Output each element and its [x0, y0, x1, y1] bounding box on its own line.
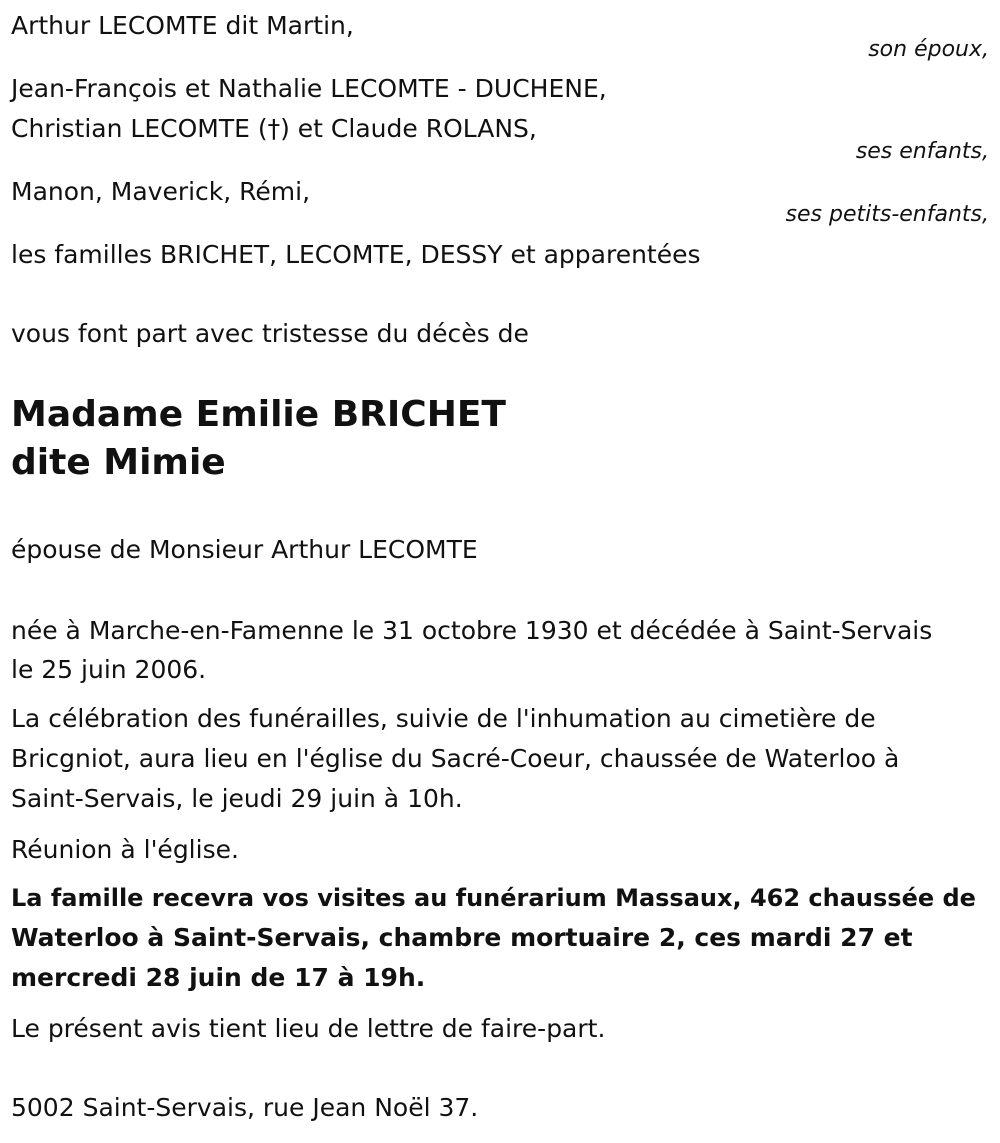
funeral-line-1: La célébration des funérailles, suivie de l'inhumation au cimetière de [11, 704, 876, 733]
spouse-of-line: épouse de Monsieur Arthur LECOMTE [11, 535, 478, 564]
spouse-role: son époux, [868, 37, 989, 62]
funeral-line-2: Bricgniot, aura lieu en l'église du Sacré-Coeur, chaussée de Waterloo à [11, 744, 900, 773]
birth-death-line-2: le 25 juin 2006. [11, 655, 207, 684]
notice-line: Le présent avis tient lieu de lettre de faire-part. [11, 1014, 606, 1043]
spouse-name: Arthur LECOMTE dit Martin, [11, 11, 354, 40]
address-line: 5002 Saint-Servais, rue Jean Noël 37. [11, 1093, 479, 1122]
children-role: ses enfants, [855, 139, 989, 164]
birth-death-line-1: née à Marche-en-Famenne le 31 octobre 1930 et décédée à Saint-Servais [11, 616, 933, 645]
meeting-line: Réunion à l'église. [11, 835, 239, 864]
families-line: les familles BRICHET, LECOMTE, DESSY et apparentées [11, 240, 701, 269]
grandchildren-role: ses petits-enfants, [785, 202, 989, 227]
visits-line-2: Waterloo à Saint-Servais, chambre mortuaire 2, ces mardi 27 et [11, 923, 913, 952]
grandchildren: Manon, Maverick, Rémi, [11, 177, 311, 206]
visits-line-3: mercredi 28 juin de 17 à 19h. [11, 963, 426, 992]
deceased-nickname: dite Mimie [11, 442, 226, 483]
funeral-line-3: Saint-Servais, le jeudi 29 juin à 10h. [11, 784, 463, 813]
deceased-name: Madame Emilie BRICHET [11, 394, 506, 435]
children-line-2: Christian LECOMTE (†) et Claude ROLANS, [11, 114, 537, 143]
visits-line-1: La famille recevra vos visites au funérarium Massaux, 462 chaussée de [11, 884, 976, 912]
children-line-1: Jean-François et Nathalie LECOMTE - DUCHENE, [11, 74, 607, 103]
announcement-line: vous font part avec tristesse du décès de [11, 319, 529, 348]
